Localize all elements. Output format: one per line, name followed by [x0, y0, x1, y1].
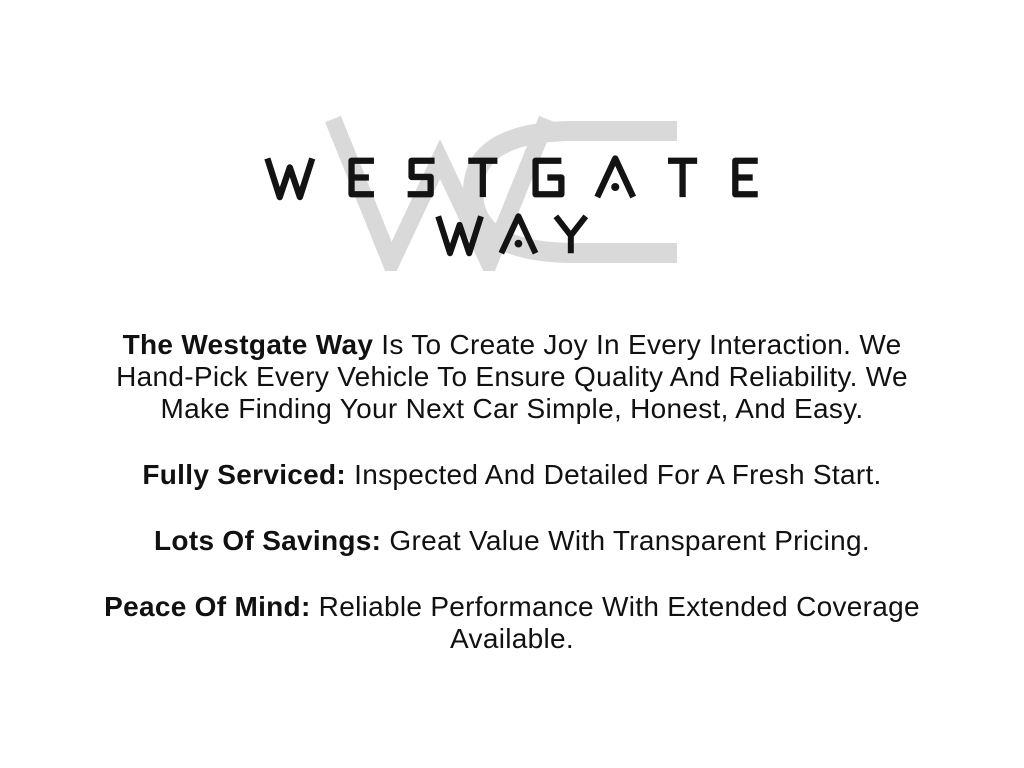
- paragraph-lots-of-savings: [0, 525, 1024, 557]
- line: Is To Create Joy In Every Interaction. We: [373, 329, 902, 360]
- logo-wordmark-way: [435, 212, 589, 257]
- paragraph-westgate-way: [0, 329, 1024, 425]
- logo-wordmark-westgate: [264, 154, 760, 201]
- line: Available.: [450, 623, 574, 654]
- lead-fully-serviced: Fully Serviced:: [142, 459, 347, 490]
- line: Reliable Performance With Extended Coverage: [310, 591, 920, 622]
- lead-the-westgate-way: The Westgate Way: [122, 329, 374, 360]
- line: Hand-Pick Every Vehicle To Ensure Quality And Reliability. We: [116, 361, 908, 392]
- paragraph-fully-serviced: [0, 459, 1024, 491]
- logo: [0, 0, 1024, 300]
- line: Make Finding Your Next Car Simple, Honest, And Easy.: [160, 393, 864, 424]
- line: Great Value With Transparent Pricing.: [381, 525, 870, 556]
- line: Inspected And Detailed For A Fresh Start.: [346, 459, 882, 490]
- value-props: [0, 329, 1024, 689]
- lead-peace-of-mind: Peace Of Mind:: [104, 591, 311, 622]
- paragraph-peace-of-mind: [0, 591, 1024, 655]
- lead-lots-of-savings: Lots Of Savings:: [154, 525, 382, 556]
